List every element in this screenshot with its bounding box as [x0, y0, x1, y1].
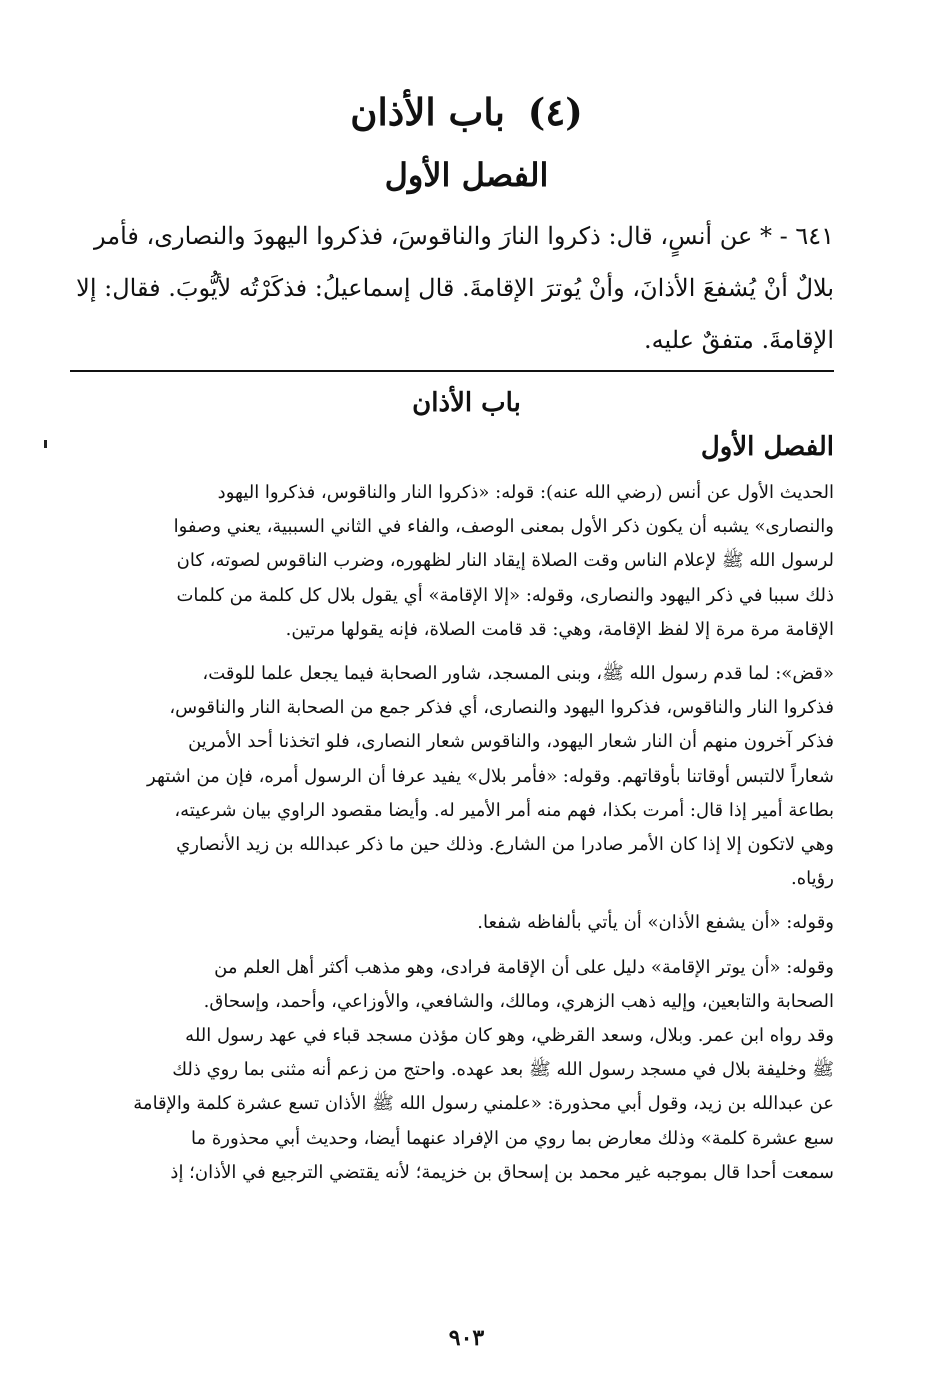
commentary-line: والنصارى» يشبه أن يكون ذكر الأول بمعنى الوصف، والفاء في الثاني السببية، يعني وصفوا: [173, 516, 834, 538]
paragraph-gap: [70, 941, 834, 951]
commentary-line: وهي لاتكون إلا إذا كان الأمر صادرا من الشارع. وذلك حين ما ذكر عبدالله بن زيد الأنصاري: [176, 834, 834, 856]
commentary-line: وقوله: «أن يشفع الأذان» أن يأتي بألفاظه شفعا.: [477, 912, 834, 934]
commentary-line: الإقامة مرة مرة إلا لفظ الإقامة، وهي: قد قامت الصلاة، فإنه يقولها مرتين.: [285, 618, 834, 640]
commentary-line: عن عبدالله بن زيد، وقول أبي محذورة: «علمني رسول الله ﷺ الأذان تسع عشرة كلمة والإقامة: [133, 1093, 834, 1115]
commentary-paragraph: [70, 476, 834, 647]
chapter-title: باب الأذان: [350, 90, 505, 134]
paragraph-gap: [70, 647, 834, 657]
commentary-line: بطاعة أمير إذا قال: أمرت بكذا، فهم منه أمر الأمير له. وأيضا مقصود الراوي بيان شرعيته،: [174, 799, 834, 821]
hadith-text: [70, 210, 834, 366]
commentary-line: فذكر آخرون منهم أن النار شعار اليهود، والناقوس شعار النصارى، فلو اتخذنا أحد الأمرين: [188, 731, 834, 753]
commentary-line: ﷺ وخليفة بلال في مسجد رسول الله ﷺ بعد عهده. واحتج من زعم أنه مثنى بما روي ذلك: [172, 1059, 834, 1081]
page-number: ٩٠٣: [448, 1325, 485, 1351]
commentary-paragraph: [70, 657, 834, 896]
commentary-line: وقد رواه ابن عمر. وبلال، وسعد القرظي، وهو كان مؤذن مسجد قباء في عهد رسول الله: [185, 1025, 834, 1047]
hadith-line: بلالٌ أنْ يُشفعَ الأذانَ، وأنْ يُوترَ الإقامةَ. قال إسماعيلُ: فذكَرْتُه لأيُّوبَ. فقال: إلا: [76, 274, 834, 302]
hadith-line: ٦٤١ - * عن أنسٍ، قال: ذكروا النارَ والناقوسَ، فذكروا اليهودَ والنصارى، فأمر: [93, 222, 834, 250]
commentary-paragraph: [70, 951, 834, 1190]
commentary-title: باب الأذان: [412, 388, 521, 418]
paragraph-gap: [70, 896, 834, 906]
commentary-line: سمعت أحدا قال بموجبه غير محمد بن إسحاق بن خزيمة؛ لأنه يقتضي الترجيع في الأذان؛ إذ: [170, 1161, 834, 1183]
commentary-line: الحديث الأول عن أنس (رضي الله عنه): قوله: «ذكروا النار والناقوس، فذكروا اليهود: [217, 482, 834, 503]
commentary-line: رؤياه.: [790, 868, 834, 890]
section-divider: [70, 370, 834, 372]
commentary-body: [70, 476, 834, 1190]
commentary-line: الصحابة والتابعين، وإليه ذهب الزهري، ومالك، والشافعي، والأوزاعي، وأحمد، وإسحاق.: [203, 990, 834, 1012]
chapter-number: (٤): [527, 90, 583, 134]
commentary-line: فذكروا النار والناقوس، فذكروا اليهود والنصارى، أي فذكر جمع من الصحابة النار والناقوس،: [169, 697, 834, 719]
margin-mark: [44, 440, 47, 448]
commentary-line: وقوله: «أن يوتر الإقامة» دليل على أن الإقامة فرادى، وهو مذهب أكثر أهل العلم من: [214, 956, 834, 978]
section-title: الفصل الأول: [384, 156, 549, 194]
commentary-paragraph: [70, 906, 834, 940]
commentary-line: سبع عشرة كلمة» وذلك معارض بما روي من الإفراد عنهما أيضا، وحديث أبي محذورة ما: [190, 1127, 834, 1149]
commentary-line: شعاراً لالتبس أوقاتنا بأوقاتهم. وقوله: «فأمر بلال» يفيد عرفا أن الرسول أمره، فإن من اشتهر: [147, 765, 834, 787]
hadith-line: الإقامةَ. متفقٌ عليه.: [643, 326, 834, 354]
commentary-line: ذلك سببا في ذكر اليهود والنصارى، وقوله: «إلا الإقامة» أي يقول بلال كل كلمة من كلمات: [176, 584, 834, 606]
commentary-line: «قض»: لما قدم رسول الله ﷺ، وبنى المسجد، شاور الصحابة فيما يجعل علما للوقت،: [202, 663, 834, 685]
commentary-subtitle: الفصل الأول: [700, 432, 834, 462]
commentary-line: لرسول الله ﷺ لإعلام الناس وقت الصلاة إيقاد النار لظهوره، وضرب الناقوس لصوته، كان: [176, 550, 834, 572]
chapter-heading: [0, 82, 933, 142]
